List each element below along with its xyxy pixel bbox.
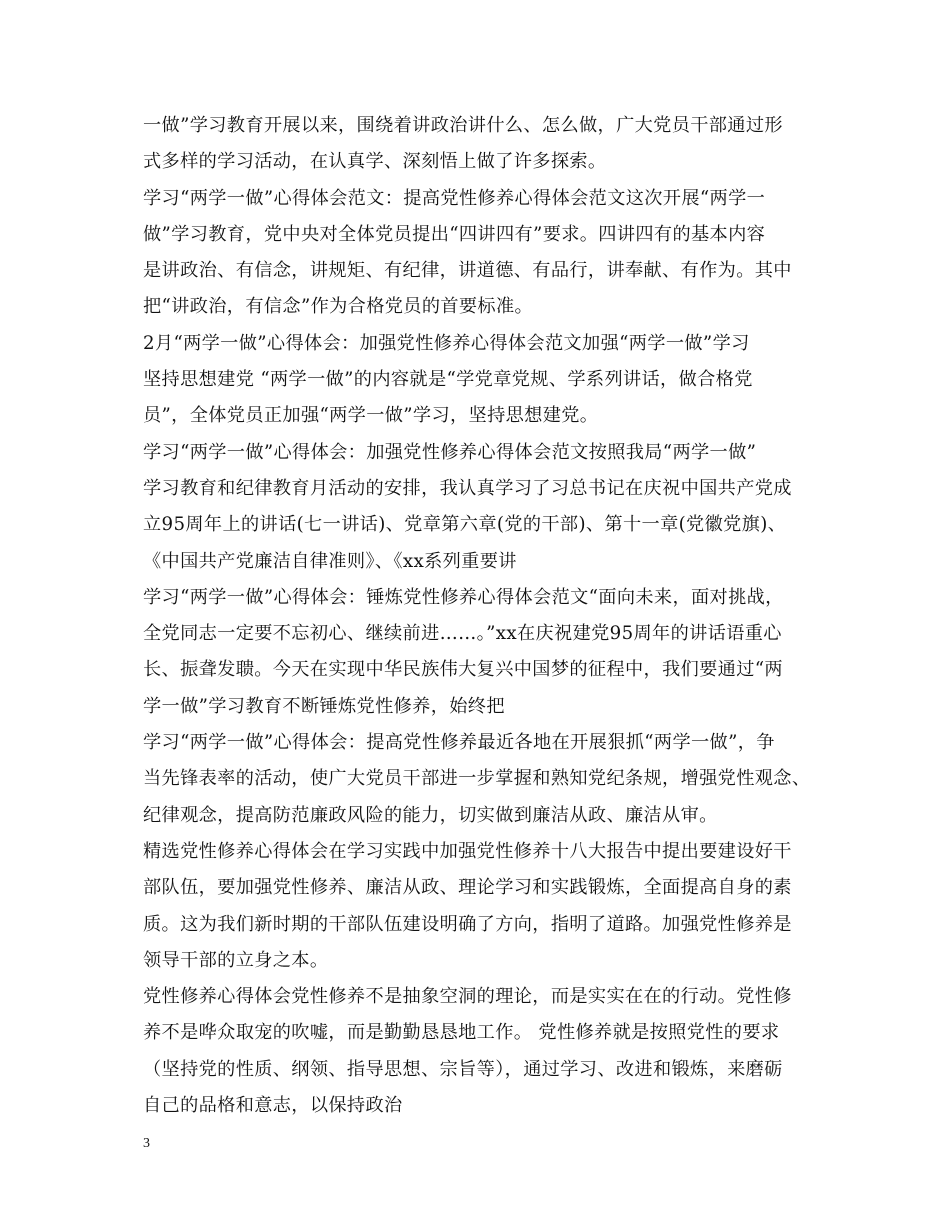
text-line: 养不是哗众取宠的吹嘘，而是勤勤恳恳地工作。 党性修养就是按照党性的要求 — [143, 1022, 780, 1044]
text-line: 学习“两学一做”心得体会：锤炼党性修养心得体会范文“面向未来，面对挑战， — [143, 586, 784, 608]
text-line: 学习“两学一做”心得体会：加强党性修养心得体会范文按照我局“两学一做” — [143, 441, 757, 463]
text-line: 当先锋表率的活动，使广大党员干部进一步掌握和熟知党纪条规，增强党性观念、 — [143, 768, 811, 790]
text-line: 自己的品格和意志，以保持政治 — [143, 1095, 403, 1117]
page-number: 3 — [143, 1136, 150, 1151]
text-line: 学习教育和纪律教育月活动的安排，我认真学习了习总书记在庆祝中国共产党成 — [143, 477, 792, 499]
text-line: 全党同志一定要不忘初心、继续前进……。”xx在庆祝建党95周年的讲话语重心 — [143, 623, 782, 645]
text-line: 领导干部的立身之本。 — [143, 949, 329, 971]
text-line: 一做”学习教育开展以来，围绕着讲政治讲什么、怎么做，广大党员干部通过形 — [143, 115, 783, 136]
text-line: （坚持党的性质、纲领、指导思想、宗旨等），通过学习、改进和锻炼，来磨砺 — [143, 1058, 783, 1080]
text-line: 部队伍，要加强党性修养、廉洁从政、理论学习和实践锻炼，全面提高自身的素 — [143, 877, 792, 899]
text-line: 立95周年上的讲话(七一讲话)、党章第六章(党的干部)、第十一章(党徽党旗)、 — [143, 514, 787, 536]
text-line: 式多样的学习活动，在认真学、深刻悟上做了许多探索。 — [143, 151, 607, 173]
text-line: 坚持思想建党 “两学一做”的内容就是“学党章党规、学系列讲话，做合格党 — [143, 369, 753, 391]
text-line: 做”学习教育，党中央对全体党员提出“四讲四有”要求。四讲四有的基本内容 — [143, 223, 766, 245]
text-line: 质。这为我们新时期的干部队伍建设明确了方向，指明了道路。加强党性修养是 — [143, 913, 792, 935]
text-line: 党性修养心得体会党性修养不是抽象空洞的理论，而是实实在在的行动。党性修 — [143, 986, 792, 1008]
text-line: 《中国共产党廉洁自律准则》、《xx系列重要讲 — [143, 550, 517, 572]
text-line: 纪律观念，提高防范廉政风险的能力，切实做到廉洁从政、廉洁从审。 — [143, 804, 718, 826]
text-line: 把“讲政治，有信念”作为合格党员的首要标准。 — [143, 296, 534, 318]
text-line: 学习“两学一做”心得体会：提高党性修养最近各地在开展狠抓“两学一做”，争 — [143, 732, 775, 754]
text-line: 学习“两学一做”心得体会范文：提高党性修养心得体会范文这次开展“两学一 — [143, 187, 766, 209]
text-line: 是讲政治、有信念，讲规矩、有纪律，讲道德、有品行，讲奉献、有作为。其中 — [143, 260, 792, 282]
text-line: 学一做”学习教育不断锤炼党性修养，始终把 — [143, 695, 505, 717]
text-line: 长、振聋发聩。今天在实现中华民族伟大复兴中国梦的征程中，我们要通过“两 — [143, 659, 783, 681]
text-line: 员”，全体党员正加强“两学一做”学习，坚持思想建党。 — [143, 405, 599, 427]
text-line: 2月“两学一做”心得体会：加强党性修养心得体会范文加强“两学一做”学习 — [143, 332, 750, 354]
text-line: 精选党性修养心得体会在学习实践中加强党性修养十八大报告中提出要建设好干 — [143, 840, 792, 862]
body-text — [143, 108, 823, 1124]
